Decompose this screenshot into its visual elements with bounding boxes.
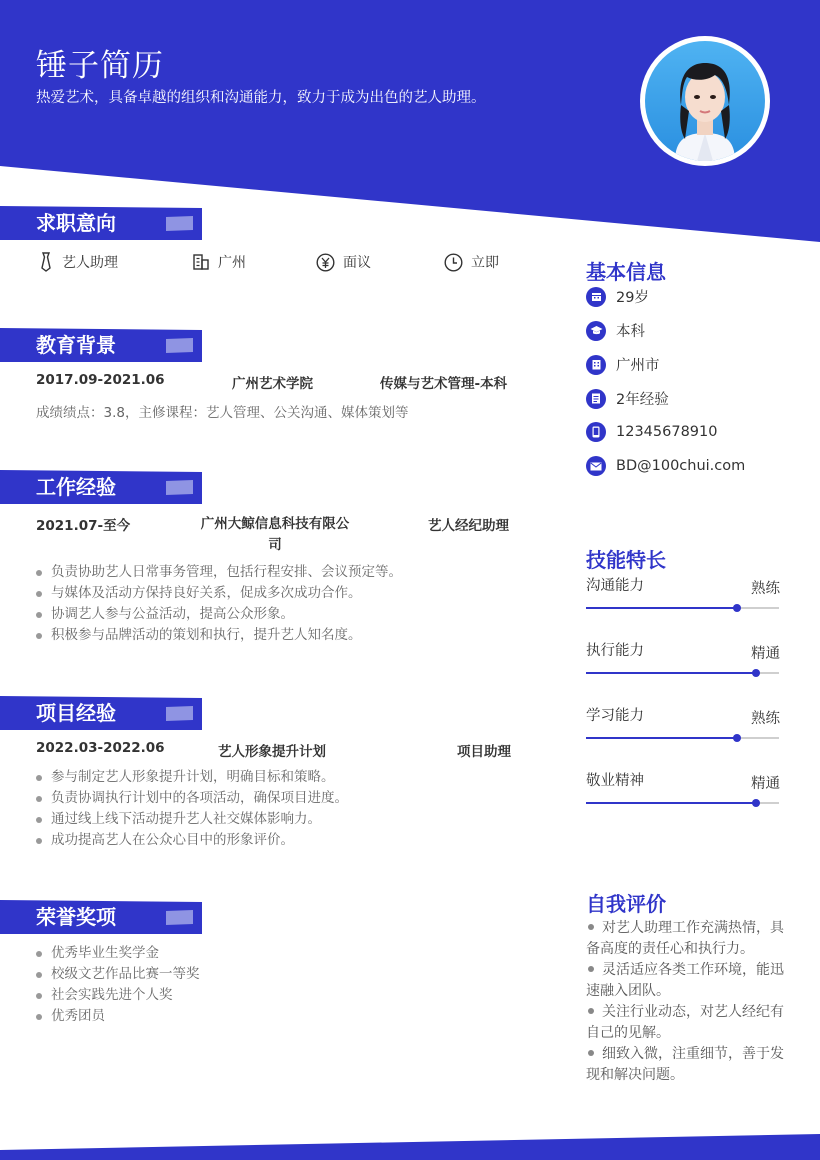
resume-motto: 热爱艺术，具备卓越的组织和沟通能力，致力于成为出色的艺人助理。 [36, 90, 486, 106]
list-item: 对艺人助理工作充满热情，具备高度的责任心和执行力。 [586, 920, 784, 957]
building-icon [586, 355, 606, 375]
info-degree-text: 本科 [616, 324, 645, 340]
education-major: 传媒与艺术管理-本科 [380, 376, 508, 392]
section-title-education: 教育背景 [36, 333, 116, 357]
intent-city-text: 广州 [218, 255, 246, 271]
list-item: 负责协调执行计划中的各项活动，确保项目进度。 [36, 788, 348, 809]
info-age-text: 29岁 [616, 290, 649, 306]
skill-level: 精通 [751, 776, 780, 792]
project-name: 艺人形象提升计划 [218, 744, 326, 760]
list-item: 积极参与品牌活动的策划和执行，提升艺人知名度。 [36, 625, 402, 646]
skill-bar-knob [733, 734, 741, 742]
project-period: 2022.03-2022.06 [36, 740, 165, 756]
list-item: 关注行业动态，对艺人经纪有自己的见解。 [586, 1004, 784, 1041]
list-item: 成功提高艺人在公众心目中的形象评价。 [36, 830, 348, 851]
info-city [586, 354, 660, 375]
yen-icon [316, 253, 335, 272]
calendar-icon [586, 287, 606, 307]
skill-bar-fill [586, 672, 756, 674]
list-item: 负责协助艺人日常事务管理，包括行程安排、会议预定等。 [36, 562, 402, 583]
work-duties [36, 562, 402, 646]
list-item: 协调艺人参与公益活动，提高公众形象。 [36, 604, 402, 625]
intent-salary-text: 面议 [343, 255, 371, 271]
document-icon [586, 389, 606, 409]
self-eval-list [586, 918, 786, 1086]
section-title-work: 工作经验 [36, 475, 116, 499]
section-title-intent: 求职意向 [36, 211, 116, 235]
section-title-honors: 荣誉奖项 [36, 905, 116, 929]
intent-availability [444, 252, 499, 272]
skill-bar [586, 672, 779, 674]
skill-name: 学习能力 [586, 708, 644, 724]
list-item: 优秀团员 [36, 1006, 200, 1027]
skill-bar-fill [586, 802, 756, 804]
skill-name: 沟通能力 [586, 578, 644, 594]
graduation-cap-icon [586, 321, 606, 341]
list-item: 细致入微，注重细节，善于发现和解决问题。 [586, 1046, 784, 1083]
info-experience [586, 388, 669, 409]
list-item: 通过线上线下活动提升艺人社交媒体影响力。 [36, 809, 348, 830]
list-item: 优秀毕业生奖学金 [36, 943, 200, 964]
education-school: 广州艺术学院 [232, 376, 313, 392]
skills-title: 技能特长 [586, 548, 666, 572]
avatar [640, 36, 770, 166]
intent-city [192, 252, 246, 272]
resume-name: 锤子简历 [36, 48, 164, 84]
clock-icon [444, 253, 463, 272]
intent-position [38, 252, 118, 272]
info-phone-text: 12345678910 [616, 424, 718, 440]
list-item: 与媒体及活动方保持良好关系，促成多次成功合作。 [36, 583, 402, 604]
info-experience-text: 2年经验 [616, 392, 669, 408]
project-duties [36, 767, 348, 851]
list-item: 校级文艺作品比赛一等奖 [36, 964, 200, 985]
skill-name: 执行能力 [586, 643, 644, 659]
list-item: 灵活适应各类工作环境，能迅速融入团队。 [586, 962, 784, 999]
skill-level: 熟练 [751, 581, 780, 597]
skill-level: 熟练 [751, 711, 780, 727]
skill-bar-knob [752, 799, 760, 807]
list-item: 参与制定艺人形象提升计划，明确目标和策略。 [36, 767, 348, 788]
info-email [586, 456, 745, 476]
info-city-text: 广州市 [616, 358, 660, 374]
skill-name: 敬业精神 [586, 773, 644, 789]
work-role: 艺人经纪助理 [428, 518, 509, 534]
education-detail: 成绩绩点：3.8，主修课程：艺人管理、公关沟通、媒体策划等 [36, 405, 409, 421]
phone-icon [586, 422, 606, 442]
info-phone [586, 422, 717, 442]
list-item: 社会实践先进个人奖 [36, 985, 200, 1006]
tie-icon [38, 252, 54, 272]
info-age [586, 286, 649, 307]
intent-availability-text: 立即 [471, 255, 499, 271]
building-icon [192, 253, 210, 271]
mail-icon [586, 456, 606, 476]
work-company: 广州大鲸信息科技有限公司 [200, 516, 350, 553]
intent-salary [316, 252, 371, 272]
skill-bar [586, 737, 779, 739]
intent-position-text: 艺人助理 [62, 255, 118, 271]
work-period: 2021.07-至今 [36, 518, 131, 534]
avatar-photo [645, 41, 765, 161]
education-period: 2017.09-2021.06 [36, 372, 165, 388]
skill-level: 精通 [751, 646, 780, 662]
project-role: 项目助理 [457, 744, 511, 760]
info-degree [586, 320, 645, 341]
skill-bar-knob [733, 604, 741, 612]
section-title-project: 项目经验 [36, 701, 116, 725]
skill-bar [586, 607, 779, 609]
self-eval-title: 自我评价 [586, 892, 666, 916]
info-email-text: BD@100chui.com [616, 458, 746, 474]
skill-bar [586, 802, 779, 804]
skill-bar-fill [586, 737, 737, 739]
basic-info-title: 基本信息 [586, 260, 666, 284]
skill-bar-fill [586, 607, 737, 609]
skill-bar-knob [752, 669, 760, 677]
honors-list [36, 943, 200, 1027]
